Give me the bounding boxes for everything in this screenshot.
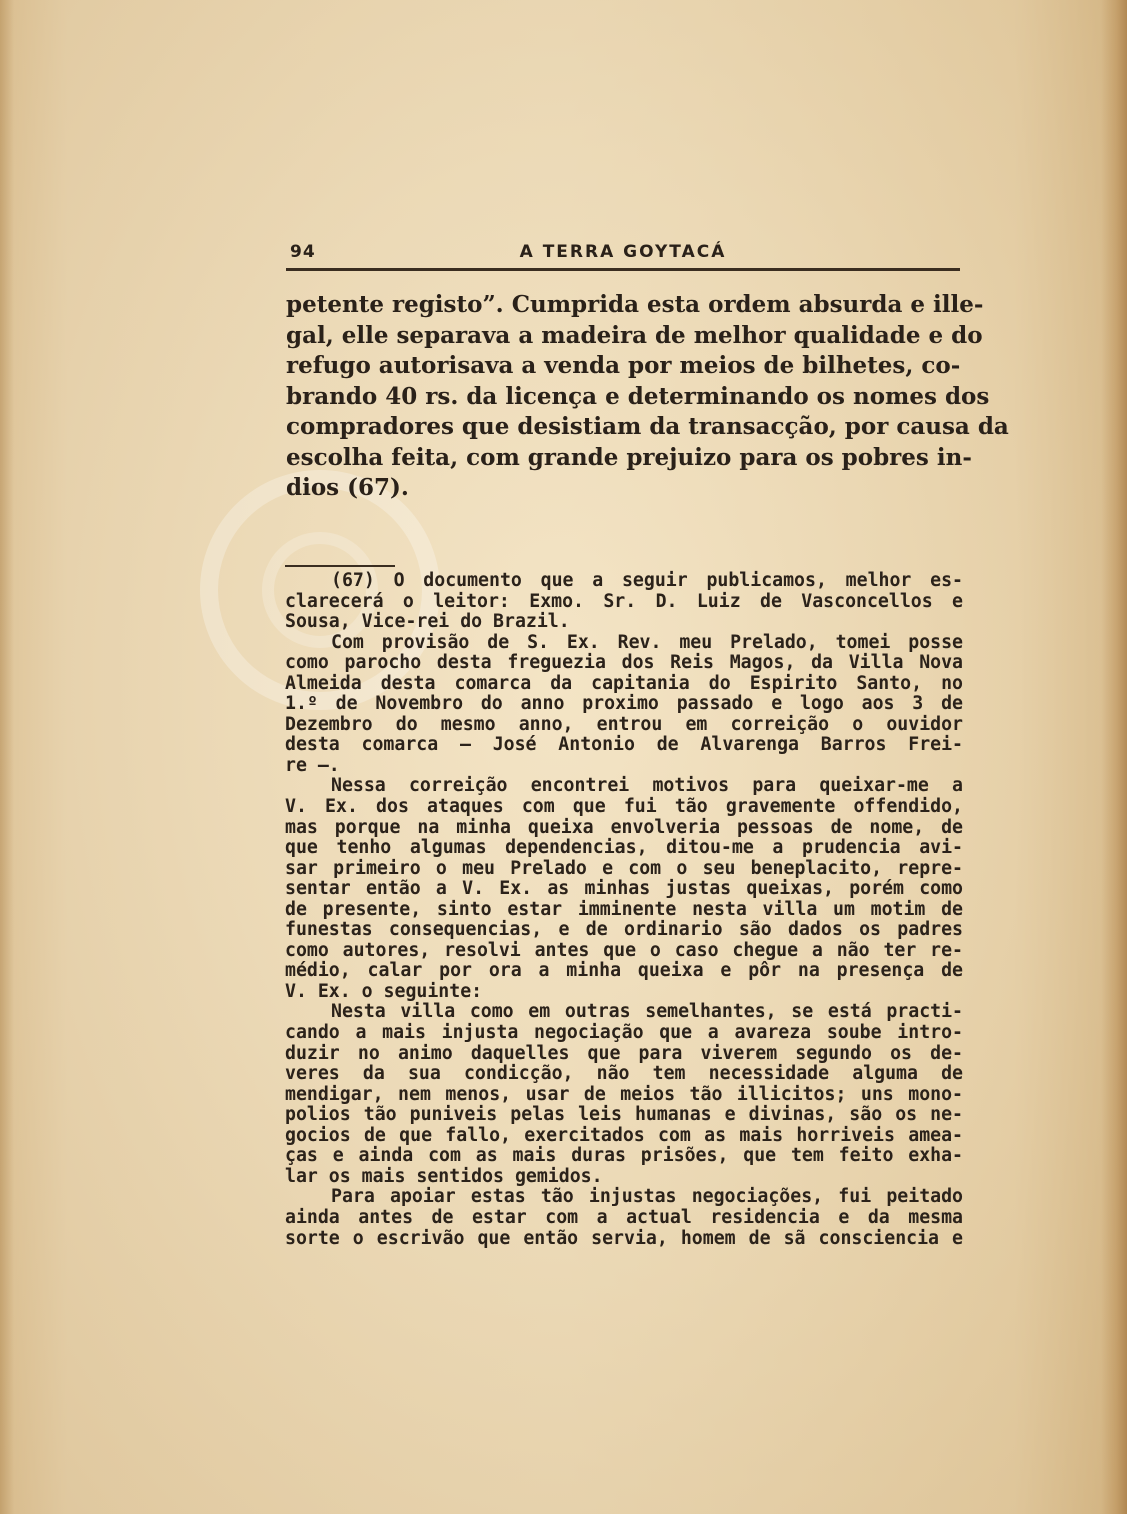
- page-number: 94: [290, 242, 316, 262]
- footnote-line: como parocho desta freguezia dos Reis Magos, da Villa Nova: [285, 652, 963, 674]
- footnote-line: duzir no animo daquelles que para viverem segundo os de-: [285, 1042, 963, 1064]
- footnote-line: ças e ainda com as mais duras prisões, que tem feito exha-: [285, 1145, 963, 1167]
- footnote: [285, 571, 963, 1249]
- footnote-line: veres da sua condicção, não tem necessidade alguma de: [285, 1063, 963, 1085]
- footnote-line: (67) O documento que a seguir publicamos, melhor es-: [331, 570, 963, 591]
- body-paragraph: [286, 290, 1009, 504]
- running-header: [286, 240, 960, 271]
- footnote-line: Sousa, Vice-rei do Brazil.: [285, 611, 570, 633]
- footnote-line: mas porque na minha queixa envolveria pessoas de nome, de: [285, 816, 963, 838]
- body-line: brando 40 rs. da licença e determinando os nomes dos: [286, 382, 990, 410]
- footnote-line: re —.: [285, 754, 340, 776]
- body-line: petente registo”. Cumprida esta ordem absurda e ille-: [286, 291, 984, 318]
- body-line: compradores que desistiam da transacção, por causa da: [286, 413, 1009, 440]
- footnote-line: Com provisão de S. Ex. Rev. meu Prelado, tomei posse: [331, 631, 963, 653]
- footnote-line: V. Ex. dos ataques com que fui tão gravemente offendido,: [285, 796, 963, 818]
- footnote-line: lar os mais sentidos gemidos.: [285, 1165, 603, 1187]
- footnote-line: como autores, resolvi antes que o caso chegue a não ter re-: [285, 939, 963, 961]
- footnote-line: que tenho algumas dependencias, ditou-me a prudencia avi-: [285, 837, 963, 859]
- footnote-line: polios tão puniveis pelas leis humanas e divinas, são os ne-: [285, 1104, 963, 1126]
- footnote-line: Nessa correição encontrei motivos para queixar-me a: [331, 775, 963, 797]
- footnote-line: sorte o escrivão que então servia, homem de sã consciencia e: [285, 1227, 963, 1249]
- body-line: gal, elle separava a madeira de melhor qualidade e do: [286, 321, 983, 349]
- footnote-line: sentar então a V. Ex. as minhas justas queixas, porém como: [285, 878, 963, 900]
- body-line: escolha feita, com grande prejuizo para os pobres in-: [286, 443, 972, 471]
- book-gutter-shadow: [1101, 0, 1127, 1514]
- footnote-line: Para apoiar estas tão injustas negociações, fui peitado: [331, 1186, 963, 1208]
- footnote-line: gocios de que fallo, exercitados com as mais horriveis amea-: [285, 1124, 963, 1146]
- footnote-line: V. Ex. o seguinte:: [285, 980, 483, 1002]
- footnote-line: mendigar, nem menos, usar de meios tão illicitos; uns mono-: [285, 1083, 963, 1105]
- footnote-line: 1.º de Novembro do anno proximo passado e logo aos 3 de: [285, 693, 963, 715]
- footnote-line: cando a mais injusta negociação que a avareza soube intro-: [285, 1022, 963, 1044]
- footnote-line: ainda antes de estar com a actual residencia e da mesma: [285, 1206, 963, 1228]
- footnote-line: médio, calar por ora a minha queixa e pôr na presença de: [285, 960, 963, 982]
- footnote-line: clarecerá o leitor: Exmo. Sr. D. Luiz de Vasconcellos e: [285, 590, 963, 612]
- footnote-line: Almeida desta comarca da capitania do Espirito Santo, no: [285, 672, 963, 694]
- footnote-line: de presente, sinto estar imminente nesta villa um motim de: [285, 898, 963, 920]
- footnote-line: sar primeiro o meu Prelado e com o seu beneplacito, repre-: [285, 857, 963, 879]
- footnote-line: funestas consequencias, e de ordinario são dados os padres: [285, 919, 963, 941]
- running-title: A TERRA GOYTACÁ: [519, 242, 727, 262]
- body-line: refugo autorisava a venda por meios de bilhetes, co-: [286, 352, 961, 379]
- page-edge-shadow: [0, 0, 14, 1514]
- body-line: dios (67).: [286, 474, 409, 501]
- footnote-line: desta comarca — José Antonio de Alvarenga Barros Frei-: [285, 734, 963, 756]
- footnote-line: Dezembro do mesmo anno, entrou em correição o ouvidor: [285, 713, 963, 735]
- footnote-separator: [285, 565, 395, 567]
- footnote-line: Nesta villa como em outras semelhantes, se está practi-: [331, 1001, 963, 1023]
